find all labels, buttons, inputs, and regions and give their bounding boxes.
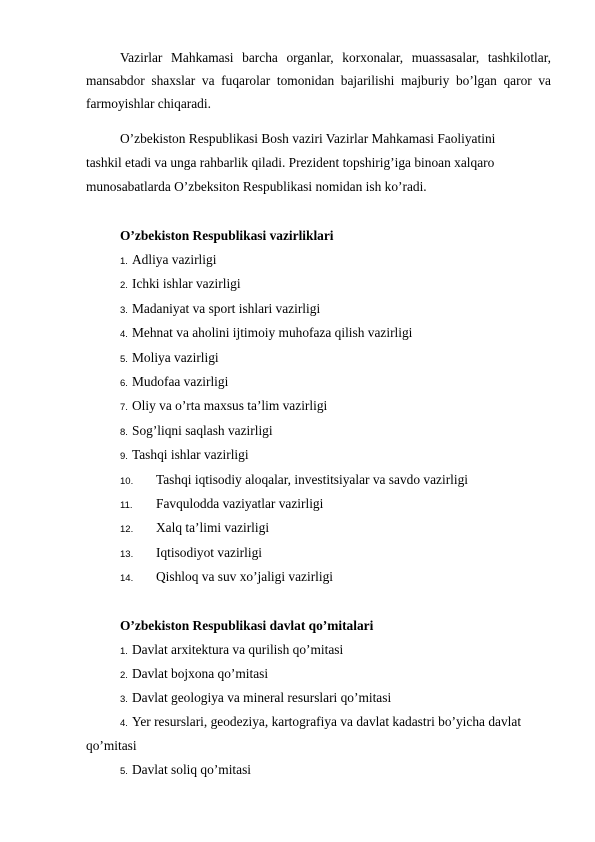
intro-paragraph-2-line-2: tashkil etadi va unga rahbarlik qiladi. Prezident topshirig’iga binoan xalqaro xyxy=(86,155,495,170)
list-item xyxy=(120,714,521,732)
list-item xyxy=(120,276,241,294)
list-item xyxy=(120,642,343,660)
list-item xyxy=(120,762,251,780)
list-item-number: 13. xyxy=(120,549,134,560)
list-item-number: 8. xyxy=(120,427,128,438)
list-item-text: Favqulodda vaziyatlar vazirligi xyxy=(156,496,324,511)
list-item-text: Iqtisodiyot vazirligi xyxy=(156,545,262,560)
list-item-text: Tashqi iqtisodiy aloqalar, investitsiyalar va savdo vazirligi xyxy=(156,472,469,487)
list-item xyxy=(120,545,262,563)
list-item xyxy=(120,569,333,587)
list-item-number: 2. xyxy=(120,670,128,681)
ministries-heading: O’zbekiston Respublikasi vazirliklari xyxy=(120,228,334,243)
list-item-text: Tashqi ishlar vazirligi xyxy=(132,447,249,462)
list-item xyxy=(120,447,249,465)
list-item-text: Yer resurslari, geodeziya, kartografiya va davlat kadastri bo’yicha davlat xyxy=(132,714,522,729)
list-item-text: Qishloq va suv xo’jaligi vazirligi xyxy=(156,569,334,584)
list-item-number: 2. xyxy=(120,280,128,291)
list-item-text: Davlat bojxona qo’mitasi xyxy=(132,666,269,681)
list-item-number: 7. xyxy=(120,402,128,413)
list-item-text: Oliy va o’rta maxsus ta’lim vazirligi xyxy=(132,398,328,413)
list-item-text: Xalq ta’limi vazirligi xyxy=(156,520,270,535)
list-item-number: 1. xyxy=(120,646,128,657)
list-item xyxy=(120,398,327,416)
list-item-text: Davlat geologiya va mineral resurslari qo’mitasi xyxy=(132,690,392,705)
list-item xyxy=(120,301,320,319)
list-item-continuation: qo’mitasi xyxy=(86,738,137,753)
list-item-text: Moliya vazirligi xyxy=(132,350,219,365)
list-item xyxy=(120,690,391,708)
list-item-number: 4. xyxy=(120,718,128,729)
list-item-number: 5. xyxy=(120,766,128,777)
list-item-text: Madaniyat va sport ishlari vazirligi xyxy=(132,301,321,316)
list-item-number: 14. xyxy=(120,573,134,584)
list-item-text: Sog’liqni saqlash vazirligi xyxy=(132,423,273,438)
list-item xyxy=(120,496,323,514)
list-item xyxy=(120,666,268,684)
list-item-text: Mehnat va aholini ijtimoiy muhofaza qilish vazirligi xyxy=(132,325,413,340)
list-item xyxy=(120,520,269,538)
list-item xyxy=(120,374,228,392)
list-item-text: Mudofaa vazirligi xyxy=(132,374,229,389)
list-item-number: 11. xyxy=(120,500,133,511)
list-item-number: 9. xyxy=(120,451,128,462)
list-item xyxy=(120,472,468,490)
list-item-text: Davlat soliq qo’mitasi xyxy=(132,762,252,777)
intro-paragraph-2-line-3: munosabatlarda O’zbeksiton Respublikasi nomidan ish ko’radi. xyxy=(86,179,427,194)
list-item-text: Ichki ishlar vazirligi xyxy=(132,276,241,291)
intro-paragraph-1: Vazirlar Mahkamasi barcha organlar, korxonalar, muassasalar, tashkilotlar, mansabdor shaxslar va fuqarolar tomonidan bajarilishi majburiy bo’lgan qaror va farmoyishlar chiqaradi. xyxy=(86,50,551,111)
list-item xyxy=(120,252,216,270)
intro-paragraph-2-line-1: O’zbekiston Respublikasi Bosh vaziri Vazirlar Mahkamasi Faoliyatini xyxy=(120,131,496,146)
list-item-number: 3. xyxy=(120,305,128,316)
list-item-number: 3. xyxy=(120,694,128,705)
list-item-number: 6. xyxy=(120,378,128,389)
list-item-number: 10. xyxy=(120,476,134,487)
list-item xyxy=(120,423,273,441)
list-item-number: 12. xyxy=(120,524,134,535)
list-item xyxy=(120,350,219,368)
list-item-text: Davlat arxitektura va qurilish qo’mitasi xyxy=(132,642,344,657)
list-item-text: Adliya vazirligi xyxy=(132,252,217,267)
list-item-number: 1. xyxy=(120,256,128,267)
list-item xyxy=(120,325,412,343)
list-item-number: 5. xyxy=(120,354,128,365)
list-item-number: 4. xyxy=(120,329,128,340)
committees-heading: O’zbekiston Respublikasi davlat qo’mitalari xyxy=(120,618,374,633)
